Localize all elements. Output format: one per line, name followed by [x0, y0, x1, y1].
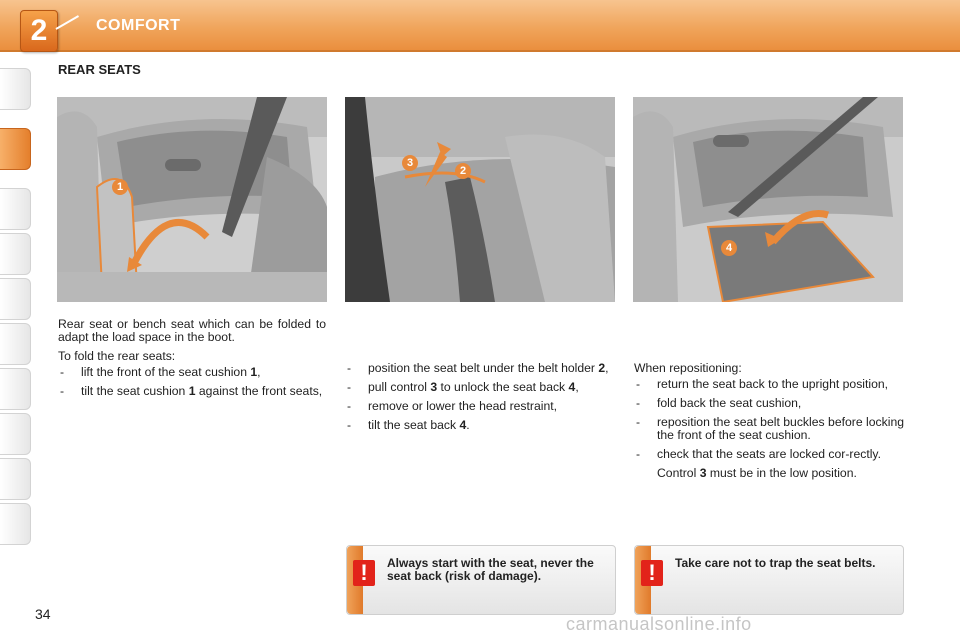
page-number: 34 — [35, 606, 51, 622]
list-item: - tilt the seat cushion 1 against the front seats, — [60, 384, 323, 398]
list-item: - pull control 3 to unlock the seat back 4, — [347, 380, 579, 394]
chapter-tab-3[interactable] — [0, 188, 31, 230]
chapter-tab-5[interactable] — [0, 278, 31, 320]
watermark: carmanualsonline.info — [566, 614, 752, 634]
list-item: - tilt the seat back 4. — [347, 418, 470, 432]
chapter-number-badge: 2 — [20, 10, 58, 52]
chapter-tab-10[interactable] — [0, 503, 31, 545]
column-3-text — [634, 362, 904, 480]
warning-text: Always start with the seat, never the seat back (risk of damage). — [387, 556, 594, 583]
chapter-tab-6[interactable] — [0, 323, 31, 365]
chapter-title: COMFORT — [96, 17, 181, 34]
control-note: Control 3 must be in the low position. — [657, 466, 857, 480]
intro-text: Rear seat or bench seat which can be folded to adapt the load space in the boot. — [58, 317, 326, 344]
warning-icon: ! — [641, 560, 663, 586]
chapter-tab-7[interactable] — [0, 368, 31, 410]
callout-1: 1 — [112, 179, 128, 195]
warning-text: Take care not to trap the seat belts. — [675, 556, 876, 570]
column-1-text — [58, 318, 326, 404]
warning-icon: ! — [353, 560, 375, 586]
callout-3: 3 — [402, 155, 418, 171]
chapter-tab-9[interactable] — [0, 458, 31, 500]
illustration-fold-cushion — [57, 97, 327, 302]
section-title: REAR SEATS — [58, 62, 141, 77]
header-divider — [56, 15, 80, 30]
list-item: - lift the front of the seat cushion 1, — [60, 365, 261, 379]
illustration-reposition-seat — [633, 97, 903, 302]
list-item: - fold back the seat cushion, — [636, 396, 802, 410]
illustration-unlock-seatback — [345, 97, 615, 302]
fold-lead: To fold the rear seats: — [58, 349, 176, 363]
callout-2: 2 — [455, 163, 471, 179]
list-item: - check that the seats are locked cor-rectly. — [636, 447, 881, 461]
callout-4: 4 — [721, 240, 737, 256]
chapter-tab-2[interactable] — [0, 128, 31, 170]
chapter-tab-8[interactable] — [0, 413, 31, 455]
chapter-tab-1[interactable] — [0, 68, 31, 110]
column-2-text — [345, 362, 615, 438]
warning-box-seat-belts — [634, 545, 904, 615]
chapter-tab-4[interactable] — [0, 233, 31, 275]
chapter-tabs — [0, 68, 32, 573]
list-item: - return the seat back to the upright position, — [636, 377, 889, 391]
warning-box-seat-order — [346, 545, 616, 615]
list-item: - reposition the seat belt buckles before locking the front of the seat cushion. — [636, 415, 904, 442]
chapter-header — [0, 0, 960, 52]
reposition-lead: When repositioning: — [634, 361, 742, 375]
list-item: - position the seat belt under the belt holder 2, — [347, 361, 609, 375]
list-item: - remove or lower the head restraint, — [347, 399, 557, 413]
